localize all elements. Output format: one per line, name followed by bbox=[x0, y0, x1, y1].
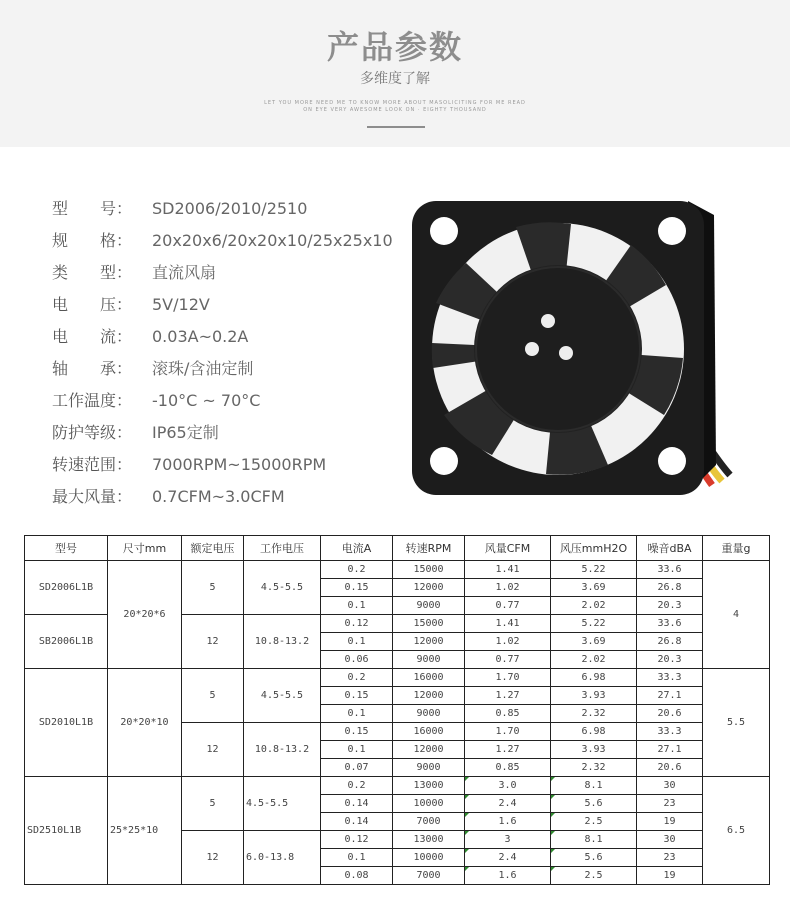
current-cell: 0.14 bbox=[321, 813, 393, 831]
airflow-cell: 1.02 bbox=[465, 633, 551, 651]
airflow-cell: 1.27 bbox=[465, 687, 551, 705]
noise-cell: 23 bbox=[637, 795, 703, 813]
working-voltage-cell: 4.5-5.5 bbox=[244, 669, 321, 723]
working-voltage-cell: 10.8-13.2 bbox=[244, 723, 321, 777]
noise-cell: 19 bbox=[637, 813, 703, 831]
speed-cell: 9000 bbox=[393, 759, 465, 777]
column-header: 额定电压 bbox=[182, 536, 244, 561]
tagline: ON EYE VERY AWESOME LOOK ON · EIGHTY THOUSAND bbox=[303, 107, 487, 113]
current-cell: 0.1 bbox=[321, 597, 393, 615]
speed-cell: 10000 bbox=[393, 849, 465, 867]
tagline: LET YOU MORE NEED ME TO KNOW MORE ABOUT MASOLICITING FOR ME READ bbox=[264, 100, 526, 106]
current-cell: 0.14 bbox=[321, 795, 393, 813]
speed-cell: 16000 bbox=[393, 723, 465, 741]
weight-cell: 5.5 bbox=[703, 669, 770, 777]
table-header-row bbox=[25, 536, 770, 561]
airflow-cell: 0.77 bbox=[465, 651, 551, 669]
spec-row bbox=[52, 452, 326, 478]
spec-value: 滚珠/含油定制 bbox=[152, 359, 254, 378]
spec-label: 电 流： bbox=[52, 327, 133, 346]
noise-cell: 26.8 bbox=[637, 579, 703, 597]
spec-label: 轴 承： bbox=[52, 359, 133, 378]
cooling-fan-image bbox=[396, 193, 734, 518]
airflow-cell: 1.27 bbox=[465, 741, 551, 759]
current-cell: 0.12 bbox=[321, 615, 393, 633]
spec-label: 工作温度： bbox=[52, 391, 133, 410]
speed-cell: 15000 bbox=[393, 615, 465, 633]
current-cell: 0.2 bbox=[321, 777, 393, 795]
column-header: 噪音dBA bbox=[637, 536, 703, 561]
airflow-cell: 0.85 bbox=[465, 759, 551, 777]
spec-value: -10°C ~ 70°C bbox=[152, 391, 261, 410]
speed-cell: 12000 bbox=[393, 579, 465, 597]
rated-voltage-cell: 12 bbox=[182, 615, 244, 669]
spec-row bbox=[52, 420, 219, 446]
pressure-cell: 3.93 bbox=[551, 741, 637, 759]
pressure-cell: 8.1 bbox=[551, 831, 637, 849]
spec-row bbox=[52, 196, 307, 222]
pressure-cell: 2.5 bbox=[551, 813, 637, 831]
spec-value: 0.7CFM~3.0CFM bbox=[152, 487, 285, 506]
speed-cell: 9000 bbox=[393, 597, 465, 615]
noise-cell: 33.3 bbox=[637, 723, 703, 741]
spec-label: 电 压： bbox=[52, 295, 133, 314]
spec-value: 20x20x6/20x20x10/25x25x10 bbox=[152, 231, 393, 250]
spec-label: 类 型： bbox=[52, 263, 133, 282]
rated-voltage-cell: 5 bbox=[182, 669, 244, 723]
noise-cell: 33.3 bbox=[637, 669, 703, 687]
noise-cell: 20.3 bbox=[637, 597, 703, 615]
pressure-cell: 2.02 bbox=[551, 651, 637, 669]
header-banner bbox=[0, 0, 790, 147]
noise-cell: 20.3 bbox=[637, 651, 703, 669]
speed-cell: 7000 bbox=[393, 813, 465, 831]
airflow-cell: 1.70 bbox=[465, 669, 551, 687]
pressure-cell: 2.02 bbox=[551, 597, 637, 615]
spec-row bbox=[52, 228, 393, 254]
speed-cell: 12000 bbox=[393, 741, 465, 759]
rated-voltage-cell: 12 bbox=[182, 831, 244, 885]
current-cell: 0.1 bbox=[321, 741, 393, 759]
pressure-cell: 3.69 bbox=[551, 633, 637, 651]
speed-cell: 9000 bbox=[393, 705, 465, 723]
spec-row bbox=[52, 324, 248, 350]
noise-cell: 33.6 bbox=[637, 615, 703, 633]
column-header: 转速RPM bbox=[393, 536, 465, 561]
spec-label: 转速范围： bbox=[52, 455, 133, 474]
working-voltage-cell: 4.5-5.5 bbox=[244, 561, 321, 615]
weight-cell: 6.5 bbox=[703, 777, 770, 885]
spec-value: 7000RPM~15000RPM bbox=[152, 455, 327, 474]
airflow-cell: 3.0 bbox=[465, 777, 551, 795]
speed-cell: 7000 bbox=[393, 867, 465, 885]
pressure-cell: 2.5 bbox=[551, 867, 637, 885]
speed-cell: 9000 bbox=[393, 651, 465, 669]
spec-value: IP65定制 bbox=[152, 423, 219, 442]
rated-voltage-cell: 5 bbox=[182, 777, 244, 831]
column-header: 型号 bbox=[25, 536, 108, 561]
noise-cell: 20.6 bbox=[637, 705, 703, 723]
column-header: 电流A bbox=[321, 536, 393, 561]
speed-cell: 13000 bbox=[393, 777, 465, 795]
spec-value: SD2006/2010/2510 bbox=[152, 199, 308, 218]
speed-cell: 13000 bbox=[393, 831, 465, 849]
airflow-cell: 1.02 bbox=[465, 579, 551, 597]
speed-cell: 12000 bbox=[393, 687, 465, 705]
spec-label: 规 格： bbox=[52, 231, 133, 250]
column-header: 重量g bbox=[703, 536, 770, 561]
current-cell: 0.15 bbox=[321, 579, 393, 597]
speed-cell: 12000 bbox=[393, 633, 465, 651]
pressure-cell: 6.98 bbox=[551, 723, 637, 741]
pressure-cell: 3.69 bbox=[551, 579, 637, 597]
airflow-cell: 1.6 bbox=[465, 867, 551, 885]
spec-label: 最大风量： bbox=[52, 487, 133, 506]
column-header: 尺寸mm bbox=[108, 536, 182, 561]
working-voltage-cell: 6.0-13.8 bbox=[244, 831, 321, 885]
pressure-cell: 2.32 bbox=[551, 759, 637, 777]
noise-cell: 19 bbox=[637, 867, 703, 885]
spec-table bbox=[24, 535, 770, 885]
current-cell: 0.06 bbox=[321, 651, 393, 669]
table-row bbox=[25, 777, 770, 795]
spec-row bbox=[52, 292, 210, 318]
airflow-cell: 1.41 bbox=[465, 615, 551, 633]
page-title: 产品参数 bbox=[326, 28, 463, 66]
pressure-cell: 8.1 bbox=[551, 777, 637, 795]
spec-value: 5V/12V bbox=[152, 295, 210, 314]
current-cell: 0.15 bbox=[321, 723, 393, 741]
noise-cell: 26.8 bbox=[637, 633, 703, 651]
table-row bbox=[25, 561, 770, 579]
spec-row bbox=[52, 388, 260, 414]
airflow-cell: 3 bbox=[465, 831, 551, 849]
noise-cell: 27.1 bbox=[637, 741, 703, 759]
pressure-cell: 5.6 bbox=[551, 849, 637, 867]
rated-voltage-cell: 12 bbox=[182, 723, 244, 777]
pressure-cell: 5.22 bbox=[551, 615, 637, 633]
airflow-cell: 0.77 bbox=[465, 597, 551, 615]
current-cell: 0.15 bbox=[321, 687, 393, 705]
pressure-cell: 2.32 bbox=[551, 705, 637, 723]
current-cell: 0.2 bbox=[321, 561, 393, 579]
airflow-cell: 1.41 bbox=[465, 561, 551, 579]
page-subtitle: 多维度了解 bbox=[360, 71, 430, 87]
current-cell: 0.12 bbox=[321, 831, 393, 849]
spec-row bbox=[52, 356, 253, 382]
spec-row bbox=[52, 260, 216, 286]
noise-cell: 27.1 bbox=[637, 687, 703, 705]
pressure-cell: 5.6 bbox=[551, 795, 637, 813]
model-cell: SB2006L1B bbox=[25, 615, 108, 669]
spec-label: 防护等级： bbox=[52, 423, 133, 442]
pressure-cell: 6.98 bbox=[551, 669, 637, 687]
working-voltage-cell: 10.8-13.2 bbox=[244, 615, 321, 669]
size-cell: 20*20*6 bbox=[108, 561, 182, 669]
current-cell: 0.2 bbox=[321, 669, 393, 687]
model-cell: SD2510L1B bbox=[25, 777, 108, 885]
noise-cell: 30 bbox=[637, 831, 703, 849]
airflow-cell: 2.4 bbox=[465, 849, 551, 867]
current-cell: 0.1 bbox=[321, 633, 393, 651]
model-cell: SD2006L1B bbox=[25, 561, 108, 615]
spec-value: 直流风扇 bbox=[152, 263, 217, 282]
weight-cell: 4 bbox=[703, 561, 770, 669]
airflow-cell: 2.4 bbox=[465, 795, 551, 813]
current-cell: 0.07 bbox=[321, 759, 393, 777]
airflow-cell: 1.6 bbox=[465, 813, 551, 831]
working-voltage-cell: 4.5-5.5 bbox=[244, 777, 321, 831]
size-cell: 25*25*10 bbox=[108, 777, 182, 885]
pressure-cell: 3.93 bbox=[551, 687, 637, 705]
table-row bbox=[25, 669, 770, 687]
rated-voltage-cell: 5 bbox=[182, 561, 244, 615]
speed-cell: 10000 bbox=[393, 795, 465, 813]
size-cell: 20*20*10 bbox=[108, 669, 182, 777]
noise-cell: 33.6 bbox=[637, 561, 703, 579]
noise-cell: 30 bbox=[637, 777, 703, 795]
spec-row bbox=[52, 484, 285, 510]
current-cell: 0.08 bbox=[321, 867, 393, 885]
spec-value: 0.03A~0.2A bbox=[152, 327, 249, 346]
spec-label: 型 号： bbox=[52, 199, 133, 218]
column-header: 风量CFM bbox=[465, 536, 551, 561]
pressure-cell: 5.22 bbox=[551, 561, 637, 579]
current-cell: 0.1 bbox=[321, 705, 393, 723]
title-divider bbox=[367, 126, 425, 128]
column-header: 风压mmH2O bbox=[551, 536, 637, 561]
speed-cell: 15000 bbox=[393, 561, 465, 579]
current-cell: 0.1 bbox=[321, 849, 393, 867]
speed-cell: 16000 bbox=[393, 669, 465, 687]
noise-cell: 23 bbox=[637, 849, 703, 867]
column-header: 工作电压 bbox=[244, 536, 321, 561]
noise-cell: 20.6 bbox=[637, 759, 703, 777]
model-cell: SD2010L1B bbox=[25, 669, 108, 777]
airflow-cell: 1.70 bbox=[465, 723, 551, 741]
airflow-cell: 0.85 bbox=[465, 705, 551, 723]
